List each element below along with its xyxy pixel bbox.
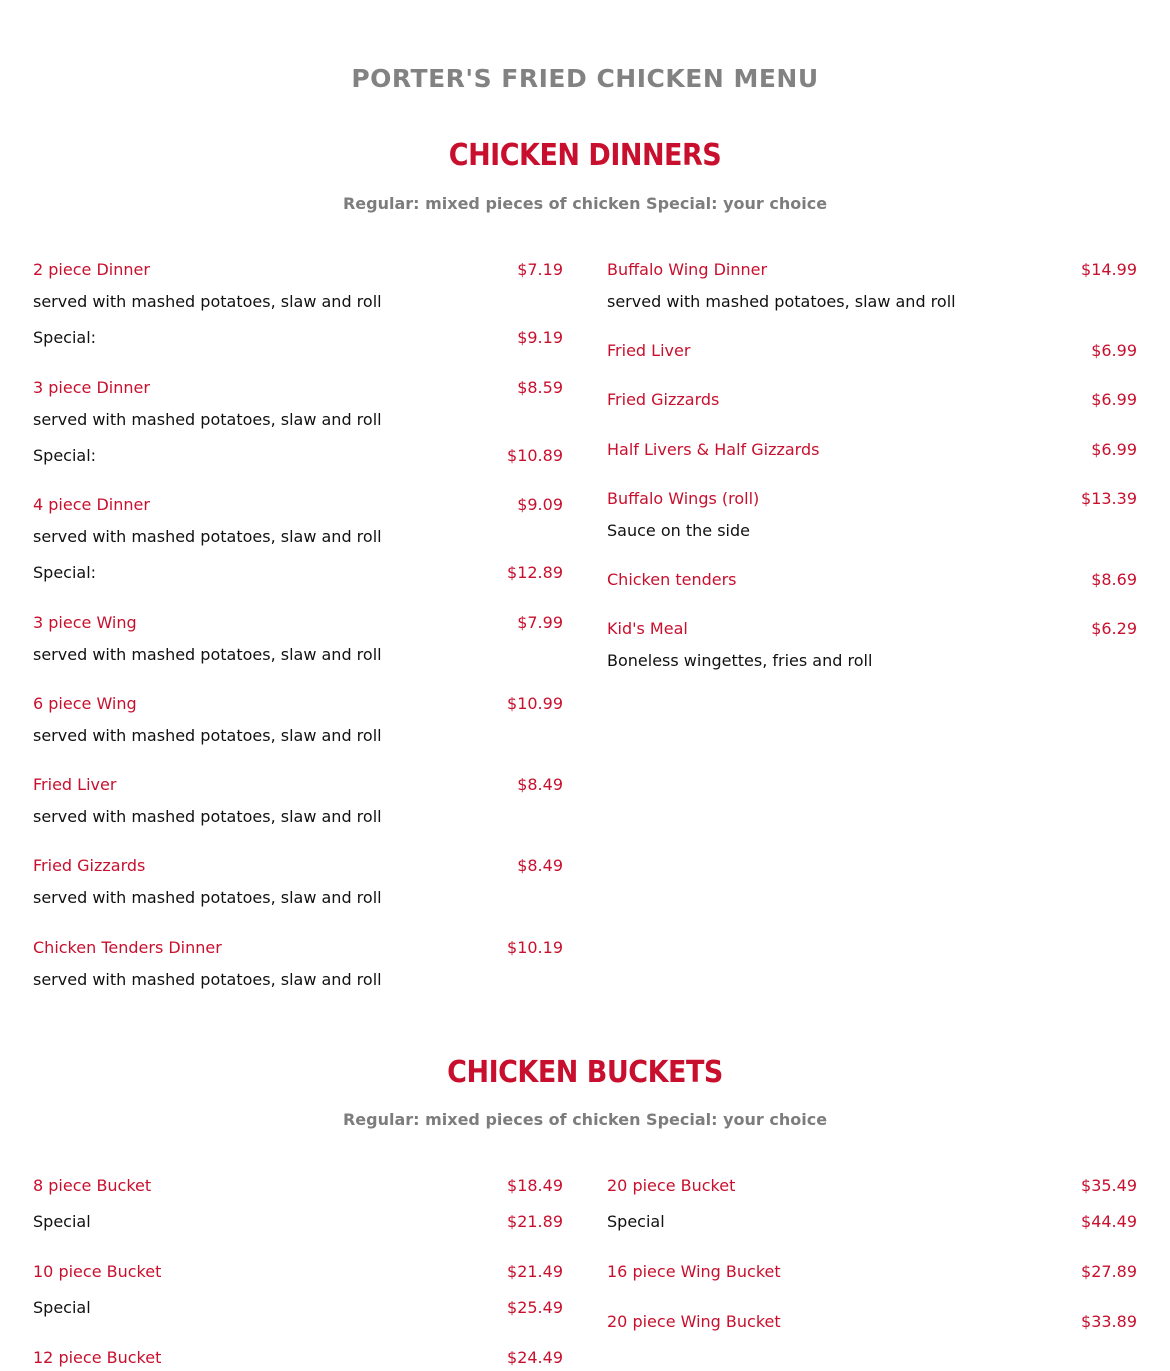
item-price: $10.19 bbox=[507, 938, 563, 957]
menu-item bbox=[607, 341, 1137, 361]
menu-item bbox=[607, 1176, 1137, 1232]
item-name: Half Livers & Half Gizzards bbox=[607, 440, 820, 459]
item-name: 20 piece Wing Bucket bbox=[607, 1312, 781, 1331]
item-name: 2 piece Dinner bbox=[33, 260, 150, 279]
item-description: served with mashed potatoes, slaw and roll bbox=[607, 292, 956, 311]
item-description: served with mashed potatoes, slaw and roll bbox=[33, 807, 382, 826]
item-description: served with mashed potatoes, slaw and roll bbox=[33, 726, 382, 745]
item-price: $18.49 bbox=[507, 1176, 563, 1195]
item-name: 6 piece Wing bbox=[33, 694, 137, 713]
item-name: Kid's Meal bbox=[607, 619, 688, 638]
item-name: 10 piece Bucket bbox=[33, 1262, 162, 1281]
item-price: $7.19 bbox=[517, 260, 563, 279]
item-price: $10.99 bbox=[507, 694, 563, 713]
menu-item bbox=[33, 694, 563, 746]
item-name: 20 piece Bucket bbox=[607, 1176, 736, 1195]
section-subtitle: Regular: mixed pieces of chicken Special: your choice bbox=[342, 194, 828, 213]
menu-item bbox=[33, 938, 563, 990]
menu-item bbox=[33, 775, 563, 827]
menu-title: PORTER'S FRIED CHICKEN MENU bbox=[351, 64, 819, 93]
menu-item bbox=[607, 570, 1137, 590]
menu-item bbox=[33, 495, 563, 583]
menu-item bbox=[33, 613, 563, 665]
item-price: $21.49 bbox=[507, 1262, 563, 1281]
item-name: Fried Liver bbox=[607, 341, 691, 360]
menu-item bbox=[33, 856, 563, 908]
menu-item bbox=[33, 260, 563, 348]
special-price: $10.89 bbox=[507, 446, 563, 465]
item-price: $7.99 bbox=[517, 613, 563, 632]
item-price: $14.99 bbox=[1081, 260, 1137, 279]
item-price: $33.89 bbox=[1081, 1312, 1137, 1331]
item-price: $8.69 bbox=[1091, 570, 1137, 589]
section-subtitle: Regular: mixed pieces of chicken Special: your choice bbox=[342, 1110, 828, 1129]
special-label: Special: bbox=[33, 328, 97, 347]
item-name: Buffalo Wing Dinner bbox=[607, 260, 768, 279]
special-price: $21.89 bbox=[507, 1212, 563, 1231]
item-description: served with mashed potatoes, slaw and roll bbox=[33, 888, 382, 907]
item-name: Chicken Tenders Dinner bbox=[33, 938, 222, 957]
item-price: $8.59 bbox=[517, 378, 563, 397]
special-label: Special bbox=[607, 1212, 665, 1231]
item-price: $27.89 bbox=[1081, 1262, 1137, 1281]
special-price: $44.49 bbox=[1081, 1212, 1137, 1231]
item-price: $24.49 bbox=[507, 1348, 563, 1367]
special-label: Special: bbox=[33, 563, 97, 582]
menu-item bbox=[607, 619, 1137, 671]
item-description: served with mashed potatoes, slaw and roll bbox=[33, 292, 382, 311]
item-price: $9.09 bbox=[517, 495, 563, 514]
item-name: Buffalo Wings (roll) bbox=[607, 489, 760, 508]
item-name: Fried Gizzards bbox=[607, 390, 720, 409]
item-price: $6.99 bbox=[1091, 390, 1137, 409]
item-price: $6.99 bbox=[1091, 341, 1137, 360]
special-price: $25.49 bbox=[507, 1298, 563, 1317]
item-description: served with mashed potatoes, slaw and roll bbox=[33, 970, 382, 989]
menu-item bbox=[607, 390, 1137, 410]
menu-item bbox=[607, 1262, 1137, 1282]
item-price: $6.99 bbox=[1091, 440, 1137, 459]
menu-item bbox=[607, 489, 1137, 541]
special-price: $9.19 bbox=[517, 328, 563, 347]
item-name: Fried Gizzards bbox=[33, 856, 146, 875]
item-description: served with mashed potatoes, slaw and roll bbox=[33, 527, 382, 546]
menu-item bbox=[607, 260, 1137, 312]
menu-item bbox=[33, 378, 563, 466]
item-name: 3 piece Dinner bbox=[33, 378, 150, 397]
special-label: Special bbox=[33, 1212, 91, 1231]
item-price: $8.49 bbox=[517, 775, 563, 794]
item-name: 12 piece Bucket bbox=[33, 1348, 162, 1367]
item-name: Chicken tenders bbox=[607, 570, 737, 589]
item-name: Fried Liver bbox=[33, 775, 117, 794]
item-description: Boneless wingettes, fries and roll bbox=[607, 651, 873, 670]
item-description: Sauce on the side bbox=[607, 521, 750, 540]
special-label: Special bbox=[33, 1298, 91, 1317]
item-name: 3 piece Wing bbox=[33, 613, 137, 632]
item-name: 8 piece Bucket bbox=[33, 1176, 152, 1195]
item-price: $6.29 bbox=[1091, 619, 1137, 638]
special-price: $12.89 bbox=[507, 563, 563, 582]
item-description: served with mashed potatoes, slaw and roll bbox=[33, 410, 382, 429]
special-label: Special: bbox=[33, 446, 97, 465]
section-heading: CHICKEN DINNERS bbox=[448, 138, 722, 173]
item-price: $13.39 bbox=[1081, 489, 1137, 508]
menu-item bbox=[33, 1176, 563, 1232]
item-name: 4 piece Dinner bbox=[33, 495, 150, 514]
section-heading: CHICKEN BUCKETS bbox=[447, 1055, 723, 1090]
item-name: 16 piece Wing Bucket bbox=[607, 1262, 781, 1281]
item-description: served with mashed potatoes, slaw and roll bbox=[33, 645, 382, 664]
item-price: $35.49 bbox=[1081, 1176, 1137, 1195]
menu-item bbox=[33, 1348, 563, 1368]
menu-item bbox=[33, 1262, 563, 1318]
item-price: $8.49 bbox=[517, 856, 563, 875]
menu-item bbox=[607, 1312, 1137, 1332]
menu-item bbox=[607, 440, 1137, 460]
